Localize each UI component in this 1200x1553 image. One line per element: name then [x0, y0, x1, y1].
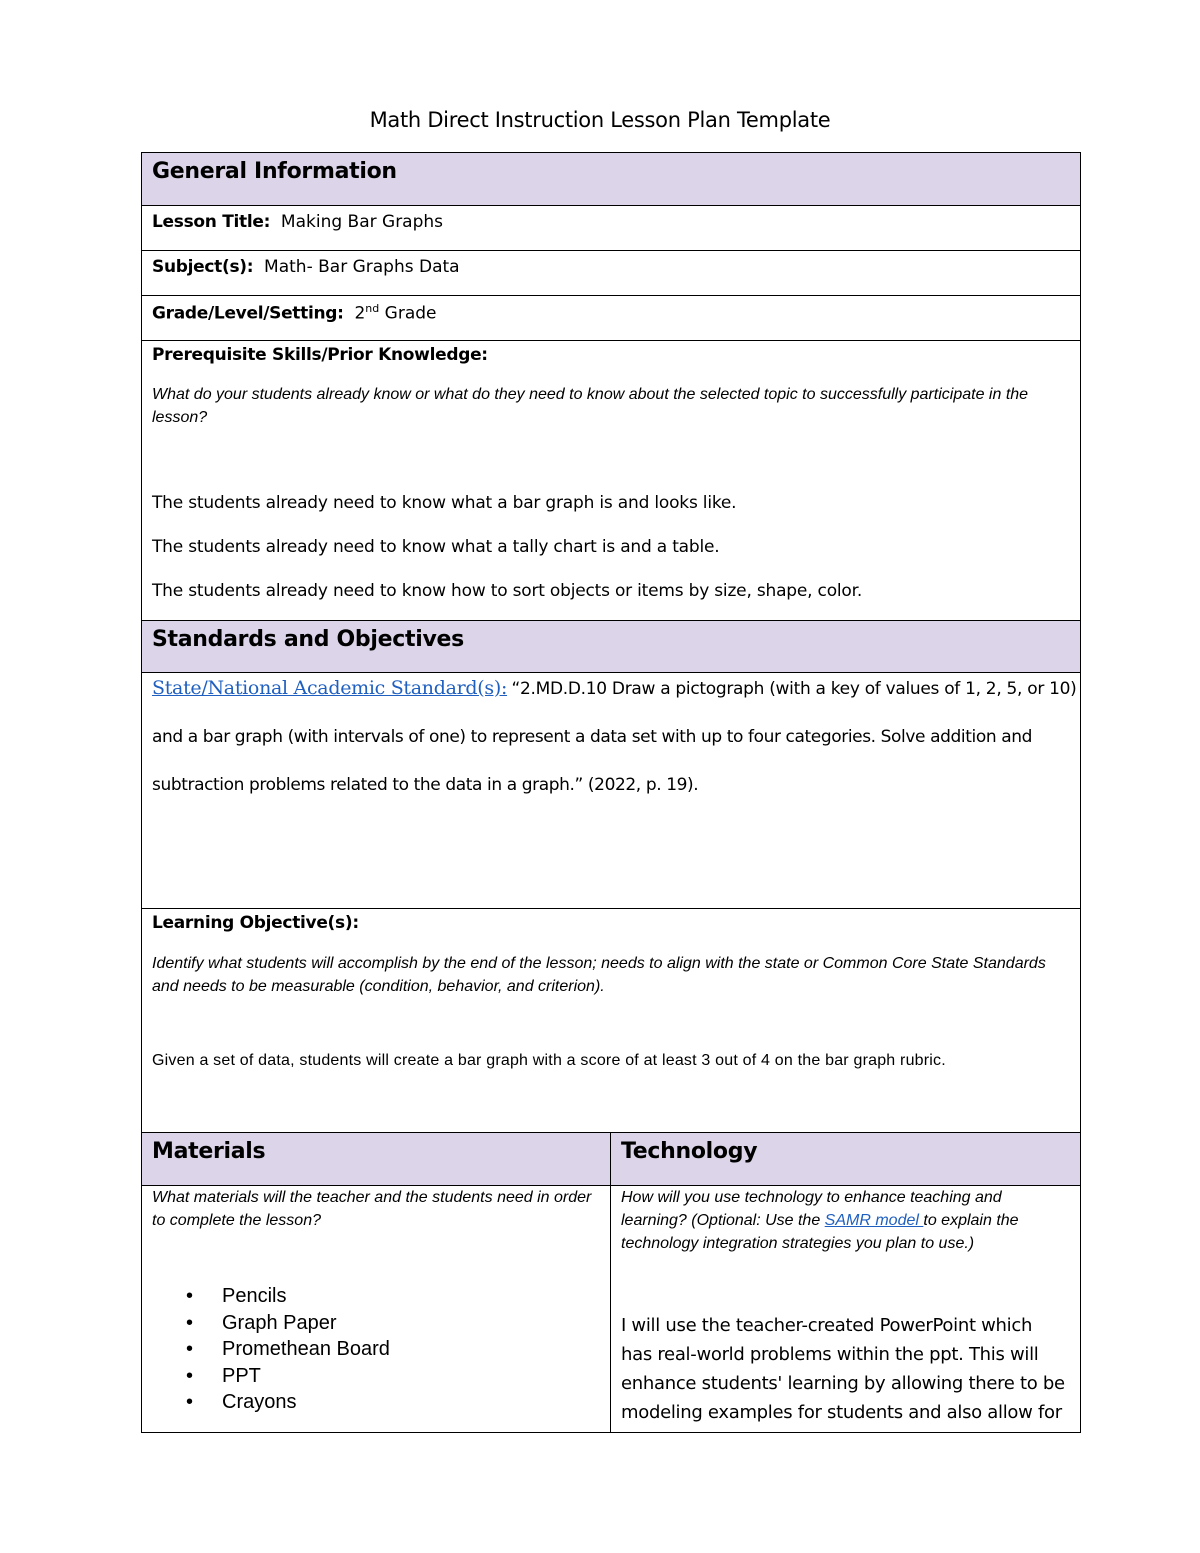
standard-line: “2.MD.D.10 Draw a pictograph (with a key of values of 1, 2, 5, or 10)	[511, 679, 1077, 699]
grade-word: Grade	[384, 303, 437, 324]
prerequisite-item: The students already need to know how to sort objects or items by size, shape, color.	[152, 581, 863, 601]
lesson-title-row	[141, 205, 1081, 251]
technology-header	[610, 1132, 1081, 1186]
prerequisite-item: The students already need to know what a tally chart is and a table.	[152, 537, 720, 557]
lesson-title-value: Making Bar Graphs	[280, 212, 444, 232]
technology-section	[610, 1185, 1081, 1433]
prerequisite-prompt: What do your students already know or what do they need to know about the selected topic to successfully participate in the lesson?	[152, 386, 1029, 426]
standard-section	[141, 672, 1081, 909]
learning-objective-prompt: Identify what students will accomplish by the end of the lesson; needs to align with the state or Common Core State Standards and needs to be measurable (condition, behavior, and criterion).	[152, 955, 1046, 995]
prerequisite-item: The students already need to know what a bar graph is and looks like.	[152, 493, 737, 513]
list-item: • Crayons	[142, 1389, 390, 1416]
technology-heading: Technology	[621, 1139, 758, 1164]
materials-header	[141, 1132, 611, 1186]
standards-header	[141, 620, 1081, 673]
grade-number: 2	[354, 303, 366, 324]
technology-prompt-after: to explain the technology integration strategies you plan to use.)	[621, 1212, 1019, 1252]
lesson-title-label: Lesson Title:	[152, 212, 271, 232]
learning-objective-label: Learning Objective(s):	[152, 913, 359, 933]
general-information-header	[141, 152, 1081, 206]
materials-section	[141, 1185, 611, 1433]
standards-heading: Standards and Objectives	[152, 627, 464, 652]
standard-line: and a bar graph (with intervals of one) to represent a data set with up to four categories. Solve addition and	[152, 727, 1032, 747]
prerequisite-label: Prerequisite Skills/Prior Knowledge:	[152, 345, 488, 365]
subjects-value: Math- Bar Graphs Data	[264, 257, 460, 277]
technology-prompt	[621, 1186, 1071, 1255]
subjects-row	[141, 250, 1081, 296]
technology-line: I will use the teacher-created PowerPoint which	[621, 1315, 1033, 1336]
document-title: Math Direct Instruction Lesson Plan Template	[369, 108, 831, 132]
list-item: • Graph Paper	[142, 1310, 390, 1337]
technology-line: modeling examples for students and also allow for	[621, 1402, 1062, 1423]
learning-objective-section	[141, 908, 1081, 1133]
list-item: • PPT	[142, 1363, 390, 1390]
prerequisite-section	[141, 340, 1081, 621]
samr-model-link[interactable]: SAMR model	[824, 1212, 924, 1229]
technology-line: has real-world problems within the ppt. This will	[621, 1344, 1039, 1365]
standard-line: subtraction problems related to the data in a graph.” (2022, p. 19).	[152, 775, 699, 795]
general-information-heading: General Information	[152, 159, 397, 184]
grade-label: Grade/Level/Setting:	[152, 303, 344, 324]
materials-prompt: What materials will the teacher and the students need in order to complete the lesson?	[152, 1189, 592, 1229]
learning-objective-text: Given a set of data, students will create a bar graph with a score of at least 3 out of 4 on the bar graph rubric.	[152, 1052, 946, 1069]
list-item: • Promethean Board	[142, 1336, 390, 1363]
grade-row	[141, 295, 1081, 341]
technology-prompt-before: How will you use technology to enhance teaching and learning? (Optional: Use the	[621, 1189, 1002, 1229]
materials-heading: Materials	[152, 1139, 266, 1164]
standard-link[interactable]: State/National Academic Standard(s):	[152, 677, 508, 699]
list-item: • Pencils	[142, 1283, 390, 1310]
materials-list	[142, 1283, 390, 1416]
technology-line: enhance students' learning by allowing there to be	[621, 1373, 1065, 1394]
technology-text	[621, 1311, 1065, 1427]
subjects-label: Subject(s):	[152, 257, 254, 277]
grade-suffix: nd	[365, 302, 380, 315]
